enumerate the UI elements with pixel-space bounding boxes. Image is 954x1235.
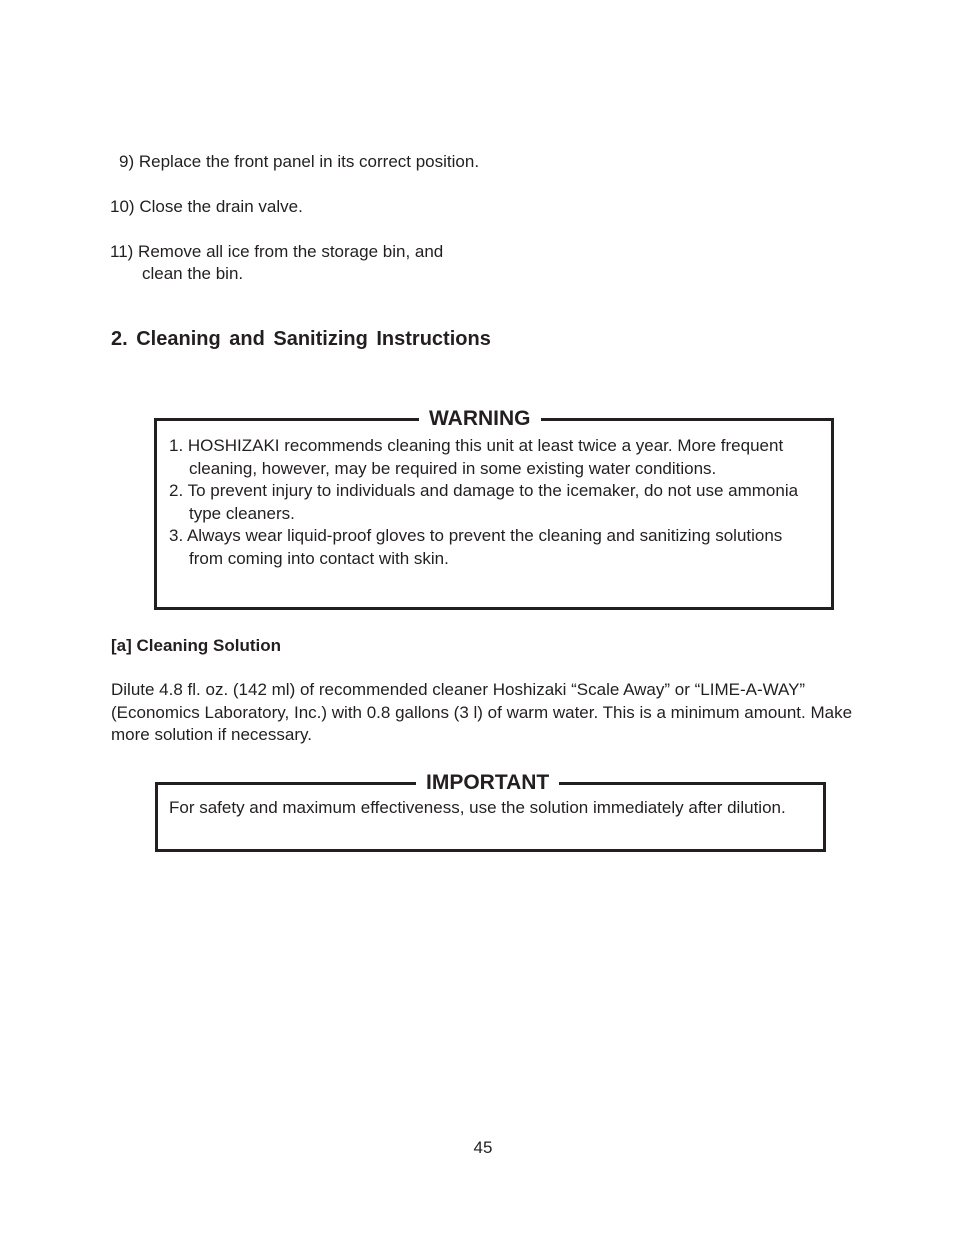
step-number: 9)	[119, 152, 135, 171]
step-text: Remove all ice from the storage bin, and	[138, 242, 444, 261]
step-text-continued: clean the bin.	[142, 264, 244, 283]
step-10	[110, 196, 610, 218]
step-9	[119, 151, 619, 173]
important-title: IMPORTANT	[416, 771, 559, 795]
step-number: 10)	[110, 197, 135, 216]
warning-item: 3. Always wear liquid-proof gloves to prevent the cleaning and sanitizing solutions from coming into contact with skin.	[169, 526, 783, 568]
warning-box	[154, 407, 834, 610]
important-text: For safety and maximum effectiveness, use the solution immediately after dilution.	[169, 798, 786, 817]
subsection-title: [a] Cleaning Solution	[111, 636, 281, 655]
important-box	[155, 771, 826, 852]
warning-item: 1. HOSHIZAKI recommends cleaning this unit at least twice a year. More frequent cleaning, however, may be required in some existing water conditions.	[169, 436, 784, 478]
step-text: Replace the front panel in its correct position.	[138, 152, 480, 171]
cleaning-solution-body: Dilute 4.8 fl. oz. (142 ml) of recommended cleaner Hoshizaki “Scale Away” or “LIME-A-WAY” (Economics Laboratory, Inc.) with 0.8 gallons (3 l) of warm water. This is a minimum amount. Make more solution if necessary.	[111, 680, 853, 744]
warning-item: 2. To prevent injury to individuals and damage to the icemaker, do not use ammonia type cleaners.	[169, 481, 799, 523]
warning-title: WARNING	[419, 407, 541, 431]
section-title: 2. Cleaning and Sanitizing Instructions	[111, 328, 491, 350]
step-text: Close the drain valve.	[139, 197, 303, 216]
warning-list	[169, 435, 809, 570]
step-11	[110, 241, 610, 285]
page-number: 45	[473, 1138, 493, 1157]
step-number: 11)	[110, 242, 134, 261]
